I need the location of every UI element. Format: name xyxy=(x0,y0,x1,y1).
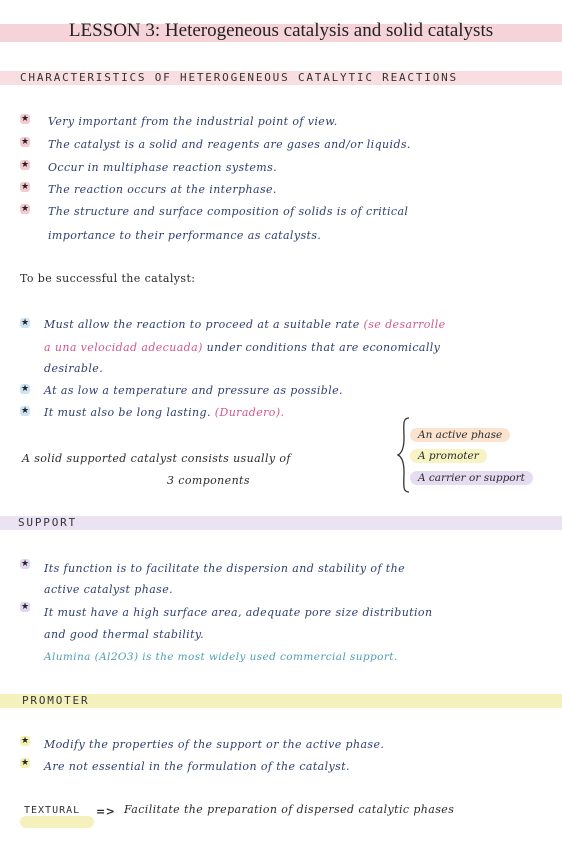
star-bullet-icon: ★ xyxy=(20,318,30,328)
bullet-text: Are not essential in the formulation of the catalyst. xyxy=(44,760,350,773)
spanish-translation: (Duradero). xyxy=(214,406,285,419)
bullet-text: At as low a temperature and pressure as possible. xyxy=(44,384,343,397)
star-bullet-icon: ★ xyxy=(20,160,30,170)
star-bullet-icon: ★ xyxy=(20,114,30,124)
bullet-text: Modify the properties of the support or the active phase. xyxy=(44,738,385,751)
textural-label: TEXTURAL xyxy=(24,805,81,816)
bullet-text: Must allow the reaction to proceed at a suitable rate (se desarrolle xyxy=(44,318,446,331)
star-bullet-icon: ★ xyxy=(20,602,30,612)
section-heading-successful: To be successful the catalyst: xyxy=(20,272,196,285)
bullet-text: The catalyst is a solid and reagents are gases and/or liquids. xyxy=(48,138,411,151)
bullet-text: It must have a high surface area, adequate pore size distribution xyxy=(44,606,433,619)
star-bullet-icon: ★ xyxy=(20,559,30,569)
page-title: LESSON 3: Heterogeneous catalysis and solid catalysts xyxy=(68,20,494,41)
spanish-translation: (se desarrolle xyxy=(363,318,446,331)
component-support: A carrier or support xyxy=(410,471,533,485)
textural-text: Facilitate the preparation of dispersed catalytic phases xyxy=(124,803,455,816)
spanish-translation: a una velocidad adecuada) xyxy=(44,341,203,354)
star-bullet-icon: ★ xyxy=(20,384,30,394)
bullet-text: Very important from the industrial point of view. xyxy=(48,115,338,128)
section-highlight-support xyxy=(0,516,562,530)
components-count: 3 components xyxy=(167,474,250,487)
section-heading-characteristics: CHARACTERISTICS OF HETEROGENEOUS CATALYTIC REACTIONS xyxy=(20,71,458,84)
bullet-text-continued: a una velocidad adecuada) under conditions that are economically xyxy=(44,341,441,354)
bullet-text: Its function is to facilitate the dispersion and stability of the xyxy=(44,562,406,575)
star-bullet-icon: ★ xyxy=(20,182,30,192)
star-bullet-icon: ★ xyxy=(20,137,30,147)
components-intro: A solid supported catalyst consists usually of xyxy=(22,452,291,465)
textural-highlight xyxy=(20,816,94,828)
star-bullet-icon: ★ xyxy=(20,736,30,746)
bullet-text-continued: importance to their performance as catalysts. xyxy=(48,229,322,242)
arrow-icon: => xyxy=(96,805,116,818)
section-heading-support: SUPPORT xyxy=(18,516,77,529)
component-active-phase: An active phase xyxy=(410,428,510,442)
component-promoter: A promoter xyxy=(410,449,487,463)
support-note: Alumina (Al2O3) is the most widely used commercial support. xyxy=(44,651,398,663)
star-bullet-icon: ★ xyxy=(20,758,30,768)
bullet-text-continued: desirable. xyxy=(44,362,104,375)
star-bullet-icon: ★ xyxy=(20,204,30,214)
section-heading-promoter: PROMOTER xyxy=(22,694,90,707)
bullet-text: The structure and surface composition of solids is of critical xyxy=(48,205,409,218)
bullet-text: Occur in multiphase reaction systems. xyxy=(48,161,278,174)
bullet-text: It must also be long lasting. (Duradero). xyxy=(44,406,285,419)
bullet-text: The reaction occurs at the interphase. xyxy=(48,183,277,196)
bullet-text-continued: active catalyst phase. xyxy=(44,583,174,596)
star-bullet-icon: ★ xyxy=(20,406,30,416)
bullet-text-continued: and good thermal stability. xyxy=(44,628,204,641)
